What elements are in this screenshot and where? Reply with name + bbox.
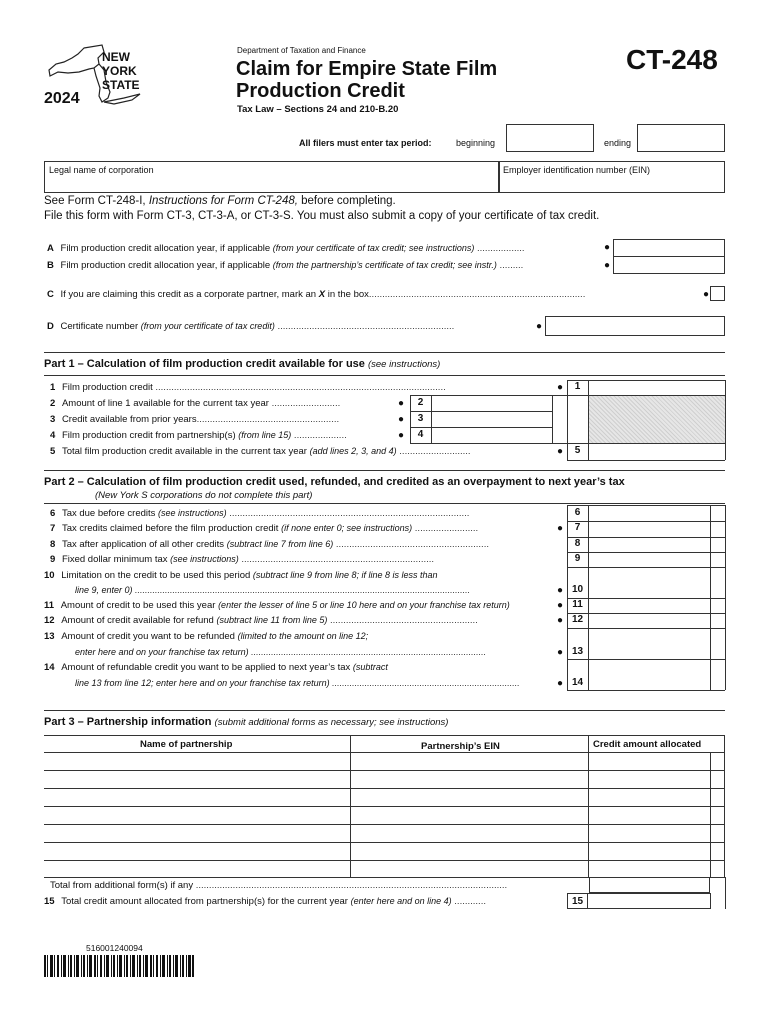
question-b-field[interactable]	[613, 256, 725, 274]
column-header-credit-amount: Credit amount allocated	[593, 739, 702, 750]
line-15-number-box	[567, 893, 588, 909]
line-6-number: 6	[50, 508, 56, 519]
line-10-text: Limitation on the credit to be used this period	[61, 570, 253, 581]
line-8-box-number: 8	[574, 538, 581, 549]
part3-line-15: 15 Total credit amount allocated from partnership(s) for the current year (enter here and on line 4) ............	[44, 896, 486, 907]
line-6-box-number: 6	[574, 507, 581, 518]
column-header-partnership-ein: Partnership’s EIN	[421, 741, 500, 752]
line-2-amount-field[interactable]	[432, 396, 552, 411]
line-10-note2-wrap: line 9, enter 0) ......................................................................................................................................	[75, 585, 471, 595]
question-a-note: (from your certificate of tax credit; see instructions)	[272, 243, 475, 253]
line-11-note: (enter the lesser of line 5 or line 10 here and on your franchise tax return)	[218, 600, 510, 610]
question-d-text: Certificate number	[60, 321, 141, 332]
line-10-box-number: 10	[571, 584, 584, 595]
part1-line-4: 4 Film production credit from partnership(s) (from line 15) ....................	[50, 430, 347, 441]
barcode-number: 516001240094	[86, 943, 143, 953]
logo-line-york: YORK	[102, 64, 137, 78]
question-b-letter: B	[47, 260, 54, 271]
nys-logo	[44, 42, 154, 114]
line-3-number: 3	[50, 414, 56, 425]
question-c-text-2: in the box	[325, 289, 369, 300]
part3-title: Part 3 – Partnership information	[44, 716, 212, 728]
department-name: Department of Taxation and Finance	[237, 46, 366, 55]
total-additional-field[interactable]	[589, 877, 710, 893]
p3-total-col-line	[725, 877, 726, 893]
question-d: D Certificate number (from your certificate of tax credit) ...................................................................	[47, 321, 455, 332]
logo-line-state: STATE	[102, 78, 140, 92]
line-13-text: Amount of credit you want to be refunded	[61, 631, 238, 642]
line-9-text: Fixed dollar minimum tax	[61, 554, 171, 565]
part1-line-3: 3 Credit available from prior years......................................................	[50, 414, 340, 425]
line-7-box-number: 7	[574, 522, 581, 533]
line-14-box-number: 14	[571, 677, 584, 688]
line-6-amount-field[interactable]	[589, 506, 710, 521]
tax-period-label: All filers must enter tax period:	[299, 138, 432, 148]
bullet-c: ●	[703, 289, 710, 300]
part2-line-11	[44, 600, 510, 611]
line-15-number: 15	[44, 896, 55, 907]
table-row[interactable]	[44, 843, 725, 860]
part2-line-9: 9 Fixed dollar minimum tax (see instructions) .........................................................................	[50, 554, 435, 565]
part2-line-7: 7 Tax credits claimed before the film production credit (if none enter 0; see instructions) ........................	[50, 523, 479, 534]
line-5-amount-field[interactable]	[589, 444, 725, 460]
line-15-box-number: 15	[571, 896, 584, 907]
question-c-letter: C	[47, 289, 54, 300]
part1-heading	[44, 358, 440, 370]
part2-line-13	[44, 631, 368, 642]
line-4-note: (from line 15)	[238, 430, 292, 440]
question-c-text-1: If you are claiming this credit as a corporate partner, mark an	[60, 289, 319, 300]
line-10-note2: line 9, enter 0)	[75, 585, 133, 595]
bullet-d: ●	[536, 321, 543, 332]
instructions-line1-a: See Form CT-248-I,	[44, 195, 149, 207]
p1-row-line-6	[567, 460, 725, 461]
instructions-line2: File this form with Form CT-3, CT-3-A, or CT-3-S. You must also submit a copy of your certificate of tax credit.	[44, 210, 600, 222]
bullet-line-12: ●	[557, 615, 564, 626]
line-3-amount-field[interactable]	[432, 412, 552, 427]
bullet-line-13: ●	[557, 647, 564, 658]
p1-inner-col-c	[552, 395, 553, 444]
line-12-note: (subtract line 11 from line 5)	[216, 615, 328, 625]
line-4-box-number: 4	[417, 429, 424, 440]
legal-name-field[interactable]	[44, 161, 499, 193]
line-7-amount-field[interactable]	[589, 522, 710, 537]
line-9-number: 9	[50, 554, 56, 565]
part1-line-2: 2 Amount of line 1 available for the current tax year ..........................	[50, 398, 341, 409]
line-13-note: (limited to the amount on line 12;	[237, 631, 369, 641]
instructions-line1	[44, 195, 396, 207]
bullet-b: ●	[604, 260, 611, 271]
form-title-line2: Production Credit	[236, 80, 405, 102]
question-a-text: Film production credit allocation year, if applicable	[60, 243, 273, 254]
line-11-number: 11	[44, 600, 55, 611]
p2-row-line-9	[567, 690, 725, 691]
legal-name-label: Legal name of corporation	[49, 165, 154, 175]
part3-heading	[44, 716, 448, 728]
line-14-text: Amount of refundable credit you want to be applied to next year’s tax	[61, 662, 353, 673]
form-title-line1: Claim for Empire State Film	[236, 58, 498, 80]
line-5-note: (add lines 2, 3, and 4)	[309, 446, 397, 456]
bullet-line-5: ●	[557, 446, 564, 457]
line-14-note2-wrap: line 13 from line 12; enter here and on your franchise tax return) ...........................................................................	[75, 678, 520, 688]
logo-line-new: NEW	[102, 50, 130, 64]
line-13-amount-field[interactable]	[589, 629, 710, 659]
part3-rule	[44, 710, 725, 711]
line-1-box-number: 1	[574, 381, 581, 392]
table-row[interactable]	[44, 825, 725, 842]
p3-line15-col-b	[725, 893, 726, 909]
line-15-text: Total credit amount allocated from partnership(s) for the current year	[61, 896, 351, 907]
question-b: B Film production credit allocation year, if applicable (from the partnership’s certificate of tax credit; see instr.) .........	[47, 260, 524, 271]
barcode-icon	[44, 955, 194, 977]
part1-shaded-area	[589, 395, 725, 444]
bullet-line-10: ●	[557, 585, 564, 596]
bullet-line-2: ●	[398, 398, 405, 409]
partnership-table	[44, 735, 725, 877]
instructions-line1-c: before completing.	[297, 195, 396, 207]
line-3-text: Credit available from prior years	[61, 414, 197, 425]
line-11-box-number: 11	[572, 599, 583, 610]
question-a: A Film production credit allocation year, if applicable (from your certificate of tax credit; see instructions) ..................	[47, 243, 525, 254]
ending-label: ending	[604, 138, 632, 148]
line-9-amount-field[interactable]	[589, 553, 710, 567]
question-d-letter: D	[47, 321, 54, 332]
line-13-box-number: 13	[571, 646, 584, 657]
tax-law-reference: Tax Law – Sections 24 and 210-B.20	[237, 104, 399, 115]
line-12-text: Amount of credit available for refund	[61, 615, 217, 626]
bullet-line-7: ●	[557, 523, 564, 534]
line-10-amount-field[interactable]	[589, 568, 710, 598]
question-b-text: Film production credit allocation year, if applicable	[60, 260, 273, 271]
line-1-amount-field[interactable]	[589, 381, 725, 395]
total-additional-text: Total from additional form(s) if any	[50, 880, 194, 891]
part2-rule	[44, 470, 725, 471]
barcode	[44, 955, 194, 977]
table-row[interactable]	[44, 789, 725, 806]
line-12-number: 12	[44, 615, 55, 626]
line-11-amount-field[interactable]	[589, 599, 710, 613]
bullet-line-4: ●	[398, 430, 405, 441]
part1-note: (see instructions)	[367, 359, 441, 370]
line-7-note: (if none enter 0; see instructions)	[281, 523, 413, 533]
p1-col-line-c	[725, 380, 726, 460]
line-2-box-number: 2	[417, 397, 424, 408]
instructions-line1-b: Instructions for Form CT-248,	[148, 195, 298, 207]
line-13-note2: enter here and on your franchise tax return)	[75, 647, 249, 657]
question-c: C If you are claiming this credit as a corporate partner, mark an X in the box..................................................................................	[47, 289, 586, 300]
line-15-amount-field[interactable]	[588, 893, 710, 909]
line-14-note2: line 13 from line 12; enter here and on your franchise tax return)	[75, 678, 330, 688]
p2-col-line-d	[725, 505, 726, 690]
line-8-note: (subtract line 7 from line 6)	[226, 539, 334, 549]
part1-title: Part 1 – Calculation of film production credit available for use	[44, 358, 365, 370]
line-9-note: (see instructions)	[170, 554, 239, 564]
part3-note: (submit additional forms as necessary; see instructions)	[214, 717, 449, 728]
part1-line-5: 5 Total film production credit available in the current tax year (add lines 2, 3, and 4) ...........................	[50, 446, 471, 457]
table-row[interactable]	[44, 771, 725, 788]
table-row[interactable]	[44, 807, 725, 824]
line-15-note: (enter here and on line 4)	[350, 896, 452, 906]
column-header-partnership-name: Name of partnership	[140, 739, 233, 750]
question-b-note: (from the partnership’s certificate of tax credit; see instr.)	[272, 260, 497, 270]
part2-line-8: 8 Tax after application of all other credits (subtract line 7 from line 6) ..........................................................	[50, 539, 489, 550]
line-10-note: (subtract line 9 from line 8; if line 8 is less than	[252, 570, 438, 580]
line-7-text: Tax credits claimed before the film production credit	[61, 523, 282, 534]
question-c-x: X	[318, 289, 326, 300]
bullet-line-3: ●	[398, 414, 405, 425]
beginning-label: beginning	[456, 138, 496, 148]
line-5-box-number: 5	[574, 445, 581, 456]
line-6-note: (see instructions)	[158, 508, 227, 518]
line-12-box-number: 12	[571, 614, 584, 625]
tax-period-ending-field[interactable]	[637, 124, 725, 152]
line-10-number: 10	[44, 570, 55, 581]
total-additional-forms: Total from additional form(s) if any ......................................................................................................................	[50, 880, 508, 891]
part2-line-14	[44, 662, 388, 673]
form-number: CT-248	[626, 44, 718, 75]
part2-rule-bottom	[44, 503, 725, 504]
line-4-amount-field[interactable]	[432, 428, 552, 443]
line-6-text: Tax due before credits	[61, 508, 159, 519]
table-row[interactable]	[44, 861, 725, 877]
line-4-text: Film production credit from partnership(s)	[61, 430, 239, 441]
part1-line-1: 1 Film production credit ..............................................................................................................	[50, 382, 446, 393]
line-3-box-number: 3	[417, 413, 424, 424]
p3-line15-col-a	[710, 893, 711, 909]
line-13-number: 13	[44, 631, 55, 642]
line-8-number: 8	[50, 539, 56, 550]
corporate-partner-checkbox[interactable]	[710, 286, 725, 301]
part2-note: (New York S corporations do not complete this part)	[95, 490, 313, 501]
part2-line-6: 6 Tax due before credits (see instructions) ...........................................................................................	[50, 508, 470, 519]
bullet-a: ●	[604, 242, 611, 253]
certificate-number-field[interactable]	[545, 316, 725, 336]
bullet-line-11: ●	[557, 600, 564, 611]
line-2-text: Amount of line 1 available for the current tax year	[61, 398, 269, 409]
question-a-letter: A	[47, 243, 54, 254]
line-8-text: Tax after application of all other credits	[61, 539, 227, 550]
line-14-number: 14	[44, 662, 55, 673]
question-a-field[interactable]	[613, 239, 725, 257]
question-d-note: (from your certificate of tax credit)	[140, 321, 275, 331]
line-4-number: 4	[50, 430, 56, 441]
line-7-number: 7	[50, 523, 56, 534]
line-1-number: 1	[50, 382, 56, 393]
line-1-text: Film production credit	[61, 382, 153, 393]
table-row[interactable]	[44, 753, 725, 770]
line-12-amount-field[interactable]	[589, 614, 710, 628]
line-8-amount-field[interactable]	[589, 538, 710, 552]
part2-line-12: 12 Amount of credit available for refund (subtract line 11 from line 5) ........................................................	[44, 615, 478, 626]
line-5-text: Total film production credit available in the current tax year	[61, 446, 310, 457]
bullet-line-1: ●	[557, 382, 564, 393]
line-11-text: Amount of credit to be used this year	[60, 600, 219, 611]
line-14-amount-field[interactable]	[589, 660, 710, 690]
bullet-line-14: ●	[557, 678, 564, 689]
line-9-box-number: 9	[574, 553, 581, 564]
line-14-note: (subtract	[352, 662, 388, 672]
part1-rule-bottom	[44, 375, 725, 376]
part2-line-10	[44, 570, 438, 581]
ein-label: Employer identification number (EIN)	[503, 165, 651, 175]
part1-rule	[44, 352, 725, 353]
tax-period-beginning-field[interactable]	[506, 124, 594, 152]
line-13-note2-wrap: enter here and on your franchise tax return) ..............................................................................................	[75, 647, 487, 657]
form-year: 2024	[44, 90, 80, 107]
line-2-number: 2	[50, 398, 56, 409]
ein-field[interactable]	[499, 161, 725, 193]
line-5-number: 5	[50, 446, 56, 457]
part2-title: Part 2 – Calculation of film production credit used, refunded, and credited as an overpayment to next year’s tax	[44, 476, 625, 488]
